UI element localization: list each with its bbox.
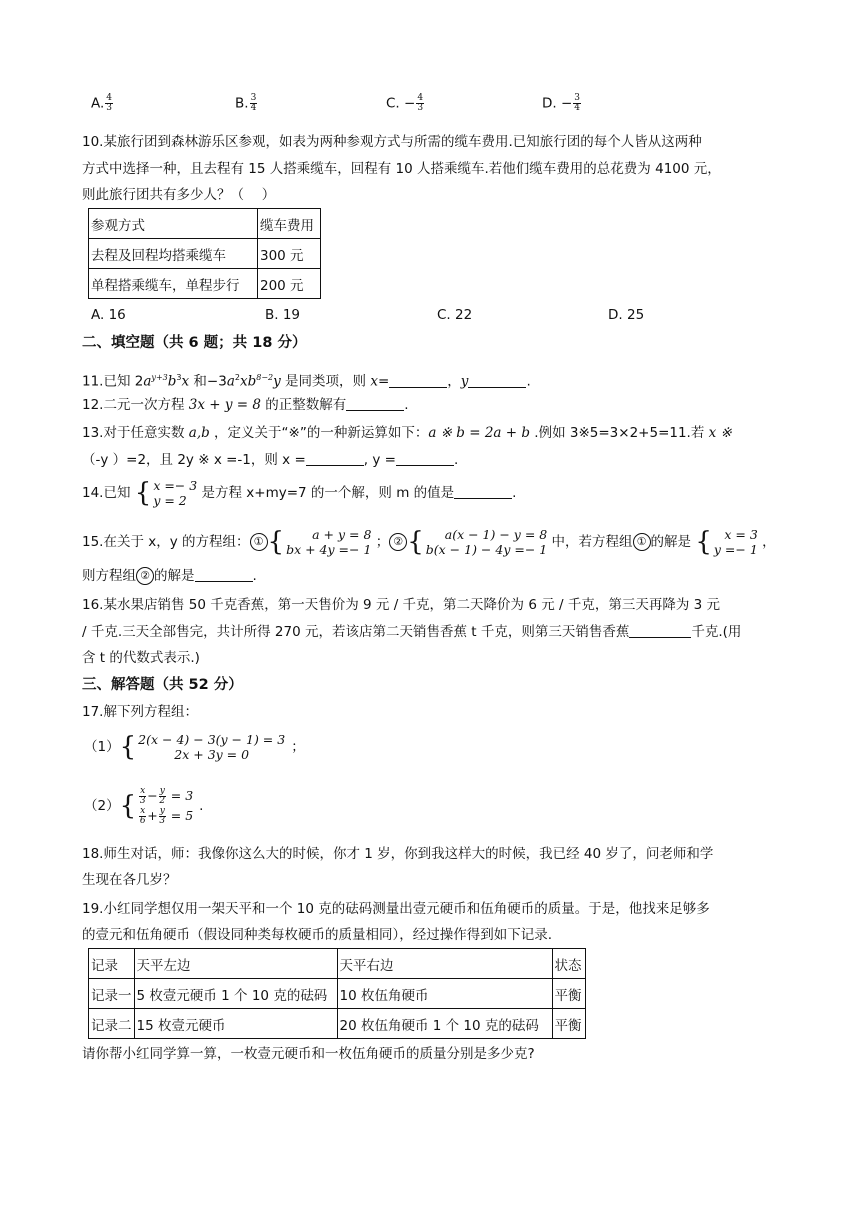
math-var: a xyxy=(226,373,235,390)
q15-text: 则方程组 xyxy=(82,568,136,584)
fraction xyxy=(416,94,424,113)
q10-option-b: B. 19 xyxy=(265,307,301,323)
math-exp: 2 xyxy=(234,373,240,382)
option-label: B. xyxy=(235,95,249,112)
table-cell: 记录一 xyxy=(89,979,135,1009)
option-label: C. − xyxy=(386,95,416,112)
table-header-row xyxy=(89,949,586,979)
system-row: b(x − 1) − 4y =− 1 xyxy=(425,542,548,557)
fraction xyxy=(159,787,166,806)
denominator: 6 xyxy=(139,816,146,826)
q11-text: . xyxy=(526,373,531,390)
system-row: 2(x − 4) − 3(y − 1) = 3 xyxy=(138,732,286,747)
math-var: y xyxy=(460,373,469,390)
fraction xyxy=(139,787,146,806)
math-exp: 3 xyxy=(176,373,182,382)
table-row xyxy=(89,1009,586,1039)
q16-line-2 xyxy=(82,622,741,642)
numerator: 4 xyxy=(417,93,424,103)
answer-blank[interactable] xyxy=(195,567,253,582)
system-rows xyxy=(153,478,197,508)
left-brace: { xyxy=(267,527,285,557)
q11-text: 是同类项，则 xyxy=(280,373,371,390)
q10-option-c: C. 22 xyxy=(437,307,473,323)
q17-part-2 xyxy=(84,786,203,826)
system-row: a + y = 8 xyxy=(312,527,372,542)
q14-text: 是方程 x+my=7 的一个解，则 m 的值是 xyxy=(197,485,455,501)
q12-text: 12.二元一次方程 xyxy=(82,397,189,413)
equation-system xyxy=(120,786,194,826)
table-header-cell: 状态 xyxy=(552,949,585,979)
table-cell: 去程及回程均搭乘缆车 xyxy=(89,239,258,269)
numerator: y xyxy=(159,786,165,796)
answer-blank[interactable] xyxy=(306,451,364,466)
denominator: 2 xyxy=(159,796,166,806)
system-rows xyxy=(286,527,371,557)
fraction xyxy=(573,94,581,113)
q15-text: 的解是 xyxy=(650,534,696,550)
q15-text: ； xyxy=(371,534,390,550)
table-header-cell: 记录 xyxy=(89,949,135,979)
q10-line-1: 10.某旅行团到森林游乐区参观，如表为两种参观方式与所需的缆车费用.已知旅行团的每个人皆从这两种 xyxy=(82,134,702,150)
q17-part-1 xyxy=(84,732,305,762)
q17-text: ； xyxy=(291,739,305,755)
system-row: y =− 1 xyxy=(713,542,758,557)
q16-line-1: 16.某水果店销售 50 千克香蕉，第一天售价为 9 元 / 千克，第二天降价为 6 元 / 千克，第三天再降为 3 元 xyxy=(82,597,721,613)
numerator: x xyxy=(140,786,146,796)
q13-text: . xyxy=(453,452,459,468)
q17-title: 17.解下列方程组： xyxy=(82,704,198,720)
q13-line-1 xyxy=(82,423,732,443)
answer-blank[interactable] xyxy=(629,623,691,638)
system-rows xyxy=(138,786,193,826)
equation-rhs: = 5 xyxy=(166,808,194,823)
q19-record-table xyxy=(88,948,586,1039)
q19-question: 请你帮小红同学算一算，一枚壹元硬币和一枚伍角硬币的质量分别是多少克? xyxy=(82,1046,535,1062)
circled-number: ① xyxy=(250,533,268,551)
q11-text: = xyxy=(377,373,390,390)
q15-line-1 xyxy=(82,527,776,557)
part-label: （2） xyxy=(84,798,120,814)
math-var: x xyxy=(370,373,378,390)
equation-system xyxy=(120,732,286,762)
q13-text: , y = xyxy=(363,452,396,468)
math-var: xb xyxy=(239,373,257,390)
equation-system xyxy=(695,527,757,557)
q10-option-a: A. 16 xyxy=(91,307,126,323)
q10-line-3: 则此旅行团共有多少人？（ ） xyxy=(82,187,276,203)
left-brace: { xyxy=(119,791,137,821)
q11-line xyxy=(82,368,531,392)
table-cell: 20 枚伍角硬币 1 个 10 克的砝码 xyxy=(337,1009,552,1039)
denominator: 3 xyxy=(106,103,113,113)
q18-line-2: 生现在各几岁？ xyxy=(82,872,177,888)
system-row: 2x + 3y = 0 xyxy=(174,747,250,762)
q15-text: 的解是 xyxy=(154,568,195,584)
q11-text: 11.已知 2 xyxy=(82,373,144,390)
option-label: A. xyxy=(91,95,105,112)
q10-option-d: D. 25 xyxy=(608,307,645,323)
q13-text: 13.对于任意实数 xyxy=(82,425,189,441)
denominator: 3 xyxy=(159,816,166,826)
answer-blank[interactable] xyxy=(346,396,404,411)
fraction xyxy=(159,807,166,826)
table-header-cell: 参观方式 xyxy=(89,209,258,239)
q16-text: 千克.(用 xyxy=(691,624,742,640)
table-cell: 10 枚伍角硬币 xyxy=(337,979,552,1009)
q15-text: 中，若方程组 xyxy=(547,534,633,550)
q12-line xyxy=(82,395,409,415)
system-row: bx + 4y =− 1 xyxy=(286,542,372,557)
system-row: $\frac{x}{3}$ − $\frac{y}{2}$ = 3 xyxy=(139,786,194,806)
table-header-cell: 天平左边 xyxy=(134,949,337,979)
math-var: y xyxy=(273,373,281,390)
system-row: y = 2 xyxy=(153,493,187,508)
math-exp: y+3 xyxy=(151,373,168,382)
table-cell: 平衡 xyxy=(552,1009,585,1039)
q9-option-d xyxy=(542,94,582,113)
denominator: 3 xyxy=(139,796,146,806)
q13-text: （-y ）=2，且 2y ※ x =-1，则 x = xyxy=(82,452,306,468)
q9-option-c xyxy=(386,94,425,113)
system-rows xyxy=(714,527,758,557)
answer-blank[interactable] xyxy=(468,373,526,388)
numerator: x xyxy=(140,806,146,816)
denominator: 4 xyxy=(574,103,581,113)
table-header-cell: 天平右边 xyxy=(337,949,552,979)
table-cell: 单程搭乘缆车，单程步行 xyxy=(89,269,258,299)
q11-text: ， xyxy=(447,373,461,390)
q9-option-a xyxy=(91,94,114,113)
math-var: b xyxy=(167,373,177,390)
denominator: 3 xyxy=(417,103,424,113)
math-var: a,b xyxy=(188,425,210,441)
table-row xyxy=(89,269,321,299)
numerator: 4 xyxy=(106,93,113,103)
denominator: 4 xyxy=(250,103,257,113)
equation-system xyxy=(407,527,547,557)
section-heading-fill-in: 二、填空题（共 6 题；共 18 分） xyxy=(82,335,307,351)
q18-line-1: 18.师生对话，师：我像你这么大的时候，你才 1 岁，你到我这样大的时候，我已经 40 岁了，问老师和学 xyxy=(82,846,714,862)
table-cell: 5 枚壹元硬币 1 个 10 克的砝码 xyxy=(134,979,337,1009)
table-cell: 300 元 xyxy=(258,239,321,269)
equation-system xyxy=(268,527,372,557)
q14-text: . xyxy=(512,485,517,501)
answer-blank[interactable] xyxy=(454,484,512,499)
system-row: x =− 3 xyxy=(153,478,198,493)
answer-blank[interactable] xyxy=(389,373,447,388)
math-exp: 8−2 xyxy=(256,373,274,382)
table-row xyxy=(89,979,586,1009)
circled-number: ② xyxy=(136,567,154,585)
math-var: x ※ xyxy=(708,425,732,441)
system-rows xyxy=(426,527,547,557)
math-var: a xyxy=(143,373,152,390)
math-equation: a ※ b = 2a + b xyxy=(428,425,530,441)
q16-text: / 千克.三天全部售完，共计所得 270 元，若该店第二天销售香蕉 t 千克，则第三天销售香蕉 xyxy=(82,624,630,640)
q19-line-1: 19.小红同学想仅用一架天平和一个 10 克的砝码测量出壹元硬币和伍角硬币的质量。于是，他找来足够多 xyxy=(82,901,710,917)
section-heading-solve: 三、解答题（共 52 分） xyxy=(82,677,243,693)
table-header-row xyxy=(89,209,321,239)
left-brace: { xyxy=(119,732,137,762)
q14-text: 14.已知 xyxy=(82,485,135,501)
q12-text: 的正整数解有 xyxy=(260,397,347,413)
fraction xyxy=(105,94,113,113)
q13-text: ，定义关于“※”的一种新运算如下： xyxy=(209,425,429,441)
left-brace: { xyxy=(695,527,712,557)
numerator: 3 xyxy=(574,93,581,103)
q16-line-3: 含 t 的代数式表示.) xyxy=(82,650,200,666)
table-header-cell: 缆车费用 xyxy=(258,209,321,239)
equation-rhs: = 3 xyxy=(166,788,194,803)
system-rows xyxy=(138,732,285,762)
q15-text: . xyxy=(252,568,257,584)
numerator: 3 xyxy=(250,93,257,103)
math-var: x xyxy=(181,373,190,390)
q15-text: 15.在关于 x，y 的方程组： xyxy=(82,534,250,550)
q10-line-2: 方式中选择一种，且去程有 15 人搭乘缆车，回程有 10 人搭乘缆车.若他们缆车费用的总花费为 4100 元， xyxy=(82,161,721,177)
answer-blank[interactable] xyxy=(396,451,454,466)
fraction xyxy=(250,94,258,113)
left-brace: { xyxy=(134,478,152,508)
q17-text: . xyxy=(199,798,204,814)
q13-text: .例如 3※5=3×2+5=11.若 xyxy=(530,425,709,441)
q10-fare-table xyxy=(88,208,321,299)
circled-number: ② xyxy=(389,533,407,551)
system-row: x = 3 xyxy=(724,527,758,542)
option-label: D. − xyxy=(542,95,573,112)
table-cell: 200 元 xyxy=(258,269,321,299)
q14-line xyxy=(82,478,516,508)
math-equation: 3x + y = 8 xyxy=(188,397,261,413)
table-cell: 记录二 xyxy=(89,1009,135,1039)
q19-line-2: 的壹元和伍角硬币（假设同种类每枚硬币的质量相同），经过操作得到如下记录. xyxy=(82,927,553,943)
left-brace: { xyxy=(407,527,424,557)
table-cell: 15 枚壹元硬币 xyxy=(134,1009,337,1039)
q11-text: 和−3 xyxy=(189,373,227,390)
system-row: a(x − 1) − y = 8 xyxy=(444,527,548,542)
q12-text: . xyxy=(404,397,409,413)
table-row xyxy=(89,239,321,269)
table-cell: 平衡 xyxy=(552,979,585,1009)
part-label: （1） xyxy=(84,739,120,755)
q13-line-2 xyxy=(82,450,458,470)
equation-system xyxy=(135,478,197,508)
q9-option-b xyxy=(235,94,258,113)
circled-number: ① xyxy=(633,533,651,551)
fraction xyxy=(139,807,146,826)
q15-text: ， xyxy=(757,534,776,550)
system-row: $\frac{x}{6}$ + $\frac{y}{3}$ = 5 xyxy=(139,806,194,826)
numerator: y xyxy=(159,806,165,816)
q15-line-2 xyxy=(82,566,257,586)
